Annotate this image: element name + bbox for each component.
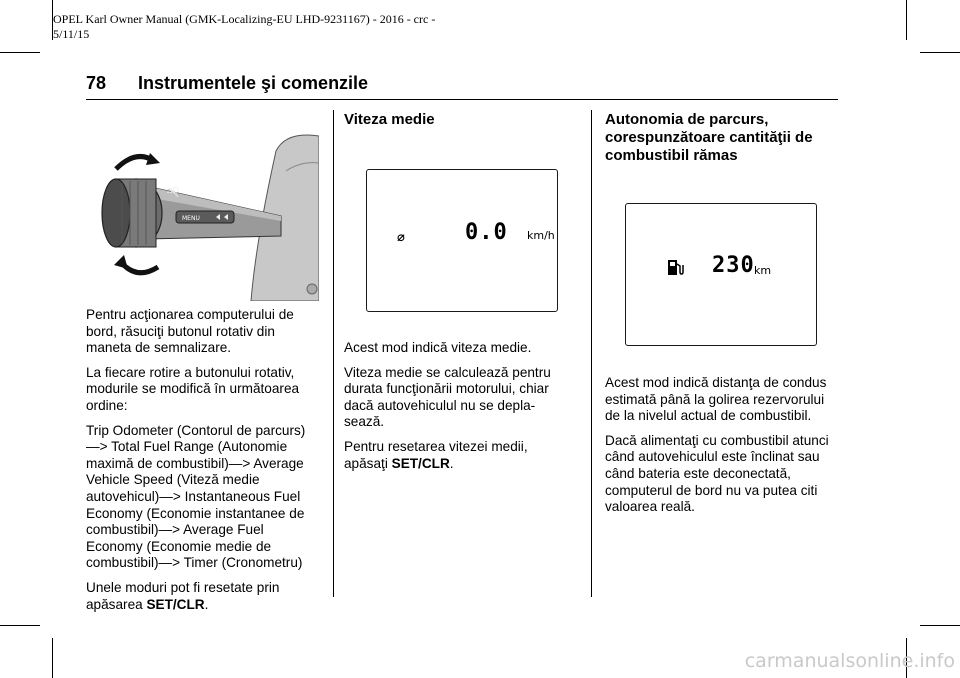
speed-unit: km/h xyxy=(527,229,555,242)
distance-unit: km xyxy=(754,264,772,277)
section-heading: Viteza medie xyxy=(344,111,435,128)
paragraph: Acest mod indică distanţa de condus estimată până la golirea rezervorului de la nivelul actual de combustibil. xyxy=(605,375,827,424)
paragraph: Trip Odometer (Contorul de parcurs) —> Total Fuel Range (Autonomie maximă de combustibil)—> Average Vehicle Speed (Viteză medie autovehicul)—> Instantaneous Fuel Economy (Economie instantanee de combustibil)—> Average Fuel Economy (Economie medie de combustibil)—> Timer (Cronometru) xyxy=(86,422,306,571)
fuel-range-value: 230 xyxy=(712,253,755,278)
print-meta-line1: OPEL Karl Owner Manual (GMK-Localizing-EU LHD-9231167) - 2016 - crc - xyxy=(53,12,436,26)
set-clr-label: SET/CLR xyxy=(146,596,205,612)
paragraph: Viteza medie se calculează pentru durata funcţionării motorului, chiar dacă autovehiculul nu se depla-sează. xyxy=(344,364,551,430)
crop-mark xyxy=(0,52,40,53)
svg-text:⊐D: ⊐D xyxy=(166,186,179,195)
paragraph: Acest mod indică viteza medie. xyxy=(344,340,532,355)
column-3 xyxy=(605,375,839,524)
paragraph: Pentru resetarea vitezei medii, apăsaţi SET/CLR. xyxy=(344,438,528,471)
crop-mark xyxy=(906,0,907,40)
stalk-menu-label: MENU xyxy=(182,215,200,222)
column-divider xyxy=(333,110,334,597)
turn-signal-stalk-icon xyxy=(86,131,319,301)
crop-mark xyxy=(0,625,40,626)
set-clr-label: SET/CLR xyxy=(391,455,450,471)
crop-mark xyxy=(920,625,960,626)
paragraph: Dacă alimentaţi cu combustibil atunci când autovehiculul este înclinat sau când bateria este deconectată, computerul de bord nu va putea citi valoarea reală. xyxy=(605,432,829,515)
average-speed-value: 0.0 xyxy=(465,220,508,245)
page-header xyxy=(86,73,838,100)
column-2 xyxy=(344,340,574,480)
average-symbol-icon: ⌀ xyxy=(397,230,405,245)
page-title: Instrumentele şi comenzile xyxy=(138,73,369,93)
column-1 xyxy=(86,307,322,621)
print-meta xyxy=(53,12,573,42)
stalk-illustration xyxy=(86,131,319,301)
average-speed-display xyxy=(366,169,558,312)
crop-mark xyxy=(52,638,53,678)
section-heading: Autonomia de parcurs, corespunzătoare cantităţii de combustibil rămas xyxy=(605,111,813,164)
fuel-pump-icon xyxy=(666,257,684,277)
watermark: carmanualsonline.info xyxy=(744,650,955,672)
print-meta-line2: 5/11/15 xyxy=(53,27,90,41)
crop-mark xyxy=(920,52,960,53)
paragraph: La fiecare rotire a butonului rotativ, modurile se modifică în următoarea ordine: xyxy=(86,364,300,413)
column-divider xyxy=(591,110,592,597)
page-number: 78 xyxy=(86,73,107,93)
paragraph: Pentru acţionarea computerului de bord, răsuciţi butonul rotativ din maneta de semnalizare. xyxy=(86,307,294,356)
fuel-range-display xyxy=(625,203,817,346)
paragraph: Unele moduri pot fi resetate prin apăsarea SET/CLR. xyxy=(86,579,280,612)
